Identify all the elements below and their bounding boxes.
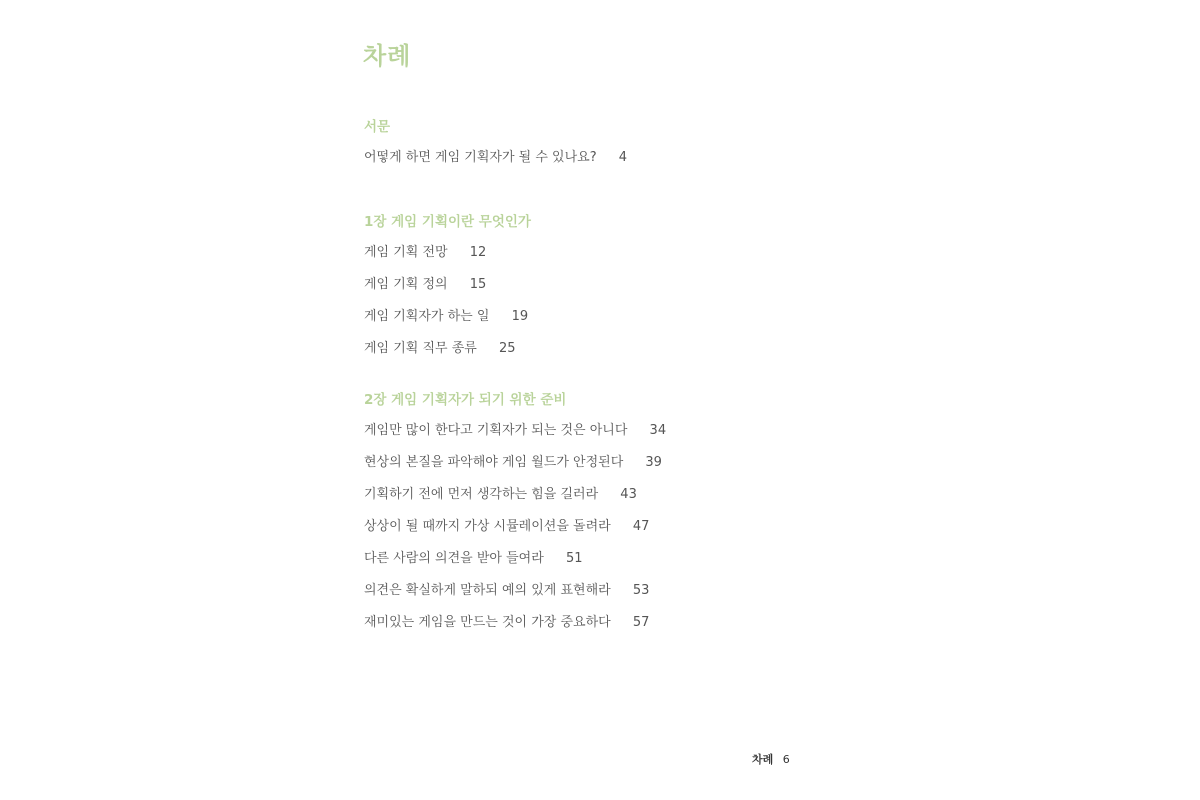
toc-entry[interactable] — [364, 453, 666, 473]
section-heading: 1장 게임 기획이란 무엇인가 — [364, 214, 531, 230]
section-heading: 서문 — [364, 119, 391, 135]
entry-title: 게임만 많이 한다고 기획자가 되는 것은 아니다 — [364, 423, 628, 438]
entry-title: 게임 기획자가 하는 일 — [364, 309, 490, 324]
toc-entry[interactable] — [364, 307, 531, 327]
entry-page-number: 57 — [632, 615, 650, 630]
entry-page-number: 47 — [632, 519, 650, 534]
entry-title: 상상이 될 때까지 가상 시뮬레이션을 돌려라 — [364, 519, 611, 534]
footer-label: 차례 — [752, 753, 774, 766]
page-title: 차례 — [363, 42, 412, 70]
footer-page-number: 6 — [782, 753, 790, 766]
toc-entry[interactable] — [364, 613, 666, 633]
entry-title: 게임 기획 전망 — [364, 245, 448, 260]
entry-title: 게임 기획 직무 종류 — [364, 341, 477, 356]
entry-title: 게임 기획 정의 — [364, 277, 448, 292]
entry-page-number: 19 — [511, 309, 529, 324]
toc-entry[interactable] — [364, 275, 531, 295]
toc-entry[interactable] — [364, 581, 666, 601]
toc-entry[interactable] — [364, 148, 627, 168]
toc-entry[interactable] — [364, 243, 531, 263]
toc-entry[interactable] — [364, 339, 531, 359]
entry-page-number: 43 — [620, 487, 637, 502]
entry-title: 현상의 본질을 파악해야 게임 월드가 안정된다 — [364, 455, 624, 470]
entry-title: 재미있는 게임을 만드는 것이 가장 중요하다 — [364, 615, 611, 630]
entry-page-number: 39 — [645, 455, 662, 470]
entry-title: 다른 사람의 의견을 받아 들여라 — [364, 551, 544, 566]
section-heading: 2장 게임 기획자가 되기 위한 준비 — [364, 392, 567, 408]
entry-title: 기획하기 전에 먼저 생각하는 힘을 길러라 — [364, 487, 599, 502]
entry-page-number: 51 — [565, 551, 583, 566]
toc-entry[interactable] — [364, 485, 666, 505]
entry-page-number: 34 — [649, 423, 667, 438]
toc-entry[interactable] — [364, 421, 666, 441]
toc-entry[interactable] — [364, 549, 666, 569]
page-footer — [752, 751, 790, 767]
toc-section-chapter-1 — [364, 212, 531, 371]
entry-page-number: 15 — [469, 277, 487, 292]
entry-page-number: 4 — [618, 150, 628, 165]
toc-section-chapter-2 — [364, 390, 666, 645]
entry-title: 어떻게 하면 게임 기획자가 될 수 있나요? — [364, 150, 597, 165]
entry-page-number: 53 — [632, 583, 650, 598]
entry-title: 의견은 확실하게 말하되 예의 있게 표현해라 — [364, 583, 611, 598]
toc-section-preface — [364, 117, 627, 180]
entry-page-number: 25 — [499, 341, 516, 356]
toc-entry[interactable] — [364, 517, 666, 537]
entry-page-number: 12 — [469, 245, 487, 260]
